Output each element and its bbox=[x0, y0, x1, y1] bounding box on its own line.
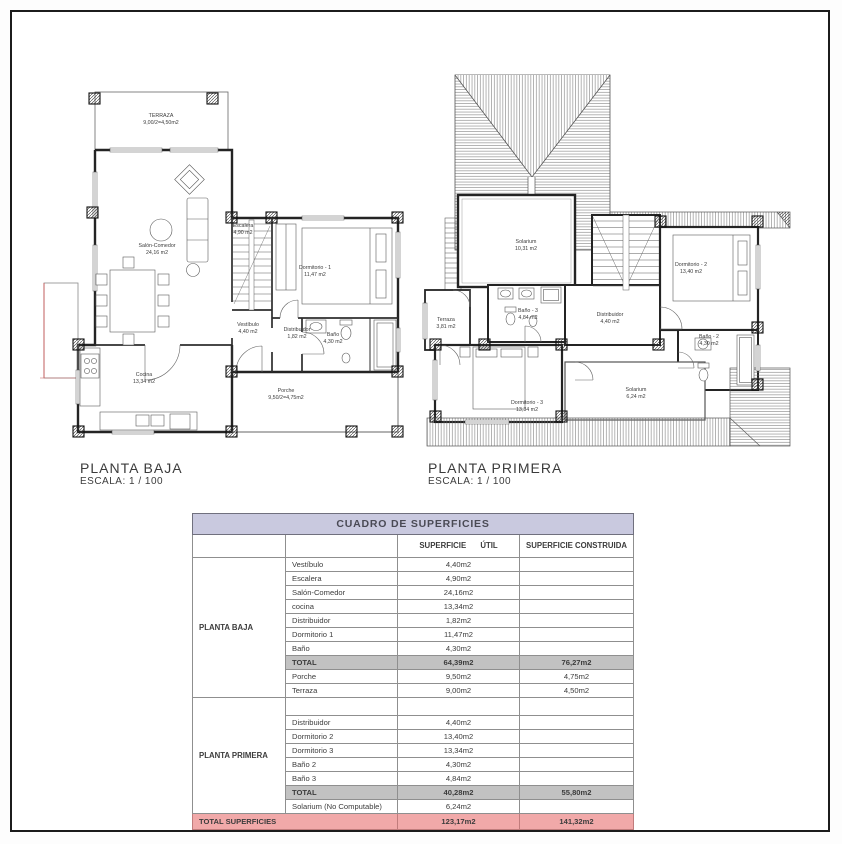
room-label: Cocina bbox=[135, 372, 153, 378]
util-cell: 4,40m2 bbox=[398, 716, 520, 730]
round-table-icon bbox=[150, 219, 172, 241]
grand-total-util: 123,17m2 bbox=[398, 814, 520, 830]
room-label: Dormitorio - 2 bbox=[674, 262, 708, 268]
stove-icon bbox=[81, 354, 99, 378]
room-label: Terraza bbox=[437, 317, 455, 323]
total-construida-cell: 76,27m2 bbox=[520, 656, 634, 670]
util-cell: 13,40m2 bbox=[398, 730, 520, 744]
plan-baja-title bbox=[80, 460, 183, 488]
room-area: 4,90 m2 bbox=[233, 230, 253, 236]
room-name-cell: Distribuidor bbox=[286, 716, 398, 730]
table-title-row bbox=[193, 514, 634, 535]
plan-primera-title bbox=[428, 460, 562, 488]
util-cell: 13,34m2 bbox=[398, 600, 520, 614]
room-name-cell bbox=[286, 698, 398, 716]
room-area: 3,81 m2 bbox=[436, 324, 456, 330]
room-name-cell: Porche bbox=[286, 670, 398, 684]
construida-cell bbox=[520, 800, 634, 814]
construida-cell bbox=[520, 772, 634, 786]
floor-plan-primera bbox=[415, 55, 800, 450]
room-label: Distribuidor bbox=[283, 327, 311, 333]
room-area: 9,00/2=4,50m2 bbox=[143, 120, 179, 126]
room-name-cell: Dormitorio 2 bbox=[286, 730, 398, 744]
col-header-util: SUPERFICIE ÚTIL bbox=[398, 535, 520, 558]
construida-cell bbox=[520, 716, 634, 730]
construida-cell bbox=[520, 558, 634, 572]
surfaces-table bbox=[192, 513, 634, 830]
room-label: Distribuidor bbox=[596, 312, 624, 318]
group-label-baja: PLANTA BAJA bbox=[193, 558, 286, 698]
plan-scale-text: ESCALA: 1 / 100 bbox=[428, 476, 512, 488]
construida-cell bbox=[520, 698, 634, 716]
room-name-cell: Dormitorio 1 bbox=[286, 628, 398, 642]
construida-cell bbox=[520, 642, 634, 656]
util-cell: 4,84m2 bbox=[398, 772, 520, 786]
construida-cell bbox=[520, 758, 634, 772]
dining-table-icon bbox=[110, 270, 155, 332]
total-construida-cell: 55,80m2 bbox=[520, 786, 634, 800]
room-label: Baño - 2 bbox=[698, 334, 720, 340]
util-cell: 4,30m2 bbox=[398, 758, 520, 772]
room-area: 24,16 m2 bbox=[145, 250, 169, 256]
bedroom2-furniture bbox=[673, 235, 750, 301]
room-area: 10,31 m2 bbox=[514, 246, 538, 252]
room-area: 4,40 m2 bbox=[600, 319, 620, 325]
toilet-icon bbox=[341, 327, 351, 340]
fridge-icon bbox=[170, 414, 190, 429]
sofa-icon bbox=[187, 198, 208, 262]
porch-edge bbox=[232, 372, 398, 432]
room-label: Vestíbulo bbox=[237, 322, 259, 328]
construida-cell: 4,50m2 bbox=[520, 684, 634, 698]
grand-total-label: TOTAL SUPERFICIES bbox=[193, 814, 398, 830]
room-name-cell: Vestíbulo bbox=[286, 558, 398, 572]
room-name-cell: Solarium (No Computable) bbox=[286, 800, 398, 814]
total-label-cell: TOTAL bbox=[286, 656, 398, 670]
construida-cell bbox=[520, 586, 634, 600]
util-cell: 4,40m2 bbox=[398, 558, 520, 572]
construida-cell bbox=[520, 600, 634, 614]
empty-header-cell bbox=[193, 535, 286, 558]
grand-total-construida: 141,32m2 bbox=[520, 814, 634, 830]
table-title: CUADRO DE SUPERFICIES bbox=[193, 514, 634, 535]
room-area: 13,34 m2 bbox=[132, 379, 156, 385]
room-name-cell: Baño 2 bbox=[286, 758, 398, 772]
table-row bbox=[193, 558, 634, 572]
util-cell: 9,00m2 bbox=[398, 684, 520, 698]
total-util-cell: 64,39m2 bbox=[398, 656, 520, 670]
side-table-icon bbox=[187, 264, 200, 277]
room-area: 6,24 m2 bbox=[626, 394, 646, 400]
util-cell: 6,24m2 bbox=[398, 800, 520, 814]
toilet-icon bbox=[506, 313, 515, 325]
sink-icon bbox=[136, 415, 149, 426]
room-area: 13,40 m2 bbox=[679, 269, 703, 275]
col-header-construida: SUPERFICIE CONSTRUIDA bbox=[520, 535, 634, 558]
room-name-cell: Distribuidor bbox=[286, 614, 398, 628]
toilet-icon bbox=[699, 369, 708, 381]
room-label: Porche bbox=[277, 388, 295, 394]
plan-scale-text: ESCALA: 1 / 100 bbox=[80, 476, 164, 488]
util-cell: 1,82m2 bbox=[398, 614, 520, 628]
util-cell: 4,30m2 bbox=[398, 642, 520, 656]
kitchen-fixtures bbox=[80, 348, 197, 430]
bath-fixtures bbox=[306, 320, 396, 370]
room-label: Dormitorio - 1 bbox=[298, 265, 332, 271]
grand-total-row bbox=[193, 814, 634, 830]
util-cell: 4,90m2 bbox=[398, 572, 520, 586]
plan-title-text: PLANTA BAJA bbox=[80, 460, 183, 476]
room-label: Solarium bbox=[515, 239, 537, 245]
table-row bbox=[193, 698, 634, 716]
room-area: 11,47 m2 bbox=[304, 272, 326, 278]
room-area: 1,82 m2 bbox=[287, 334, 307, 340]
room-area: 13,34 m2 bbox=[515, 407, 539, 413]
util-cell: 11,47m2 bbox=[398, 628, 520, 642]
room-label: TERRAZA bbox=[148, 113, 174, 119]
left-annex bbox=[40, 283, 78, 378]
group-label-primera: PLANTA PRIMERA bbox=[193, 698, 286, 814]
construida-cell bbox=[520, 572, 634, 586]
room-name-cell: Baño 3 bbox=[286, 772, 398, 786]
room-label: Dormitorio - 3 bbox=[510, 400, 544, 406]
room-name-cell: Baño bbox=[286, 642, 398, 656]
table-header-row bbox=[193, 535, 634, 558]
room-area: 4,40 m2 bbox=[238, 329, 258, 335]
total-util-cell: 40,28m2 bbox=[398, 786, 520, 800]
room-label: Salón-Comedor bbox=[138, 243, 176, 249]
total-label-cell: TOTAL bbox=[286, 786, 398, 800]
room-label: Escalera bbox=[232, 223, 254, 229]
room-area: 4,30 m2 bbox=[323, 339, 343, 345]
room-name-cell: Salón-Comedor bbox=[286, 586, 398, 600]
floor-plan-baja bbox=[40, 80, 410, 452]
room-area: 9,50/2=4,75m2 bbox=[268, 395, 304, 401]
construida-cell bbox=[520, 744, 634, 758]
plan-title-text: PLANTA PRIMERA bbox=[428, 460, 563, 476]
room-label: Baño bbox=[326, 332, 340, 338]
util-cell: 13,34m2 bbox=[398, 744, 520, 758]
room-name-cell: Dormitorio 3 bbox=[286, 744, 398, 758]
construida-cell bbox=[520, 614, 634, 628]
room-name-cell: cocina bbox=[286, 600, 398, 614]
room-area: 4,30 m2 bbox=[699, 341, 719, 347]
room-name-cell: Escalera bbox=[286, 572, 398, 586]
util-cell bbox=[398, 698, 520, 716]
construida-cell bbox=[520, 628, 634, 642]
util-cell: 9,50m2 bbox=[398, 670, 520, 684]
room-name-cell: Terraza bbox=[286, 684, 398, 698]
construida-cell bbox=[520, 730, 634, 744]
bidet-icon bbox=[342, 353, 350, 363]
util-cell: 24,16m2 bbox=[398, 586, 520, 600]
room-area: 4,84 m2 bbox=[518, 315, 538, 321]
room-label: Baño - 3 bbox=[517, 308, 539, 314]
bedroom1-furniture bbox=[276, 224, 392, 304]
empty-header-cell bbox=[286, 535, 398, 558]
room-label: Solarium bbox=[625, 387, 647, 393]
construida-cell: 4,75m2 bbox=[520, 670, 634, 684]
